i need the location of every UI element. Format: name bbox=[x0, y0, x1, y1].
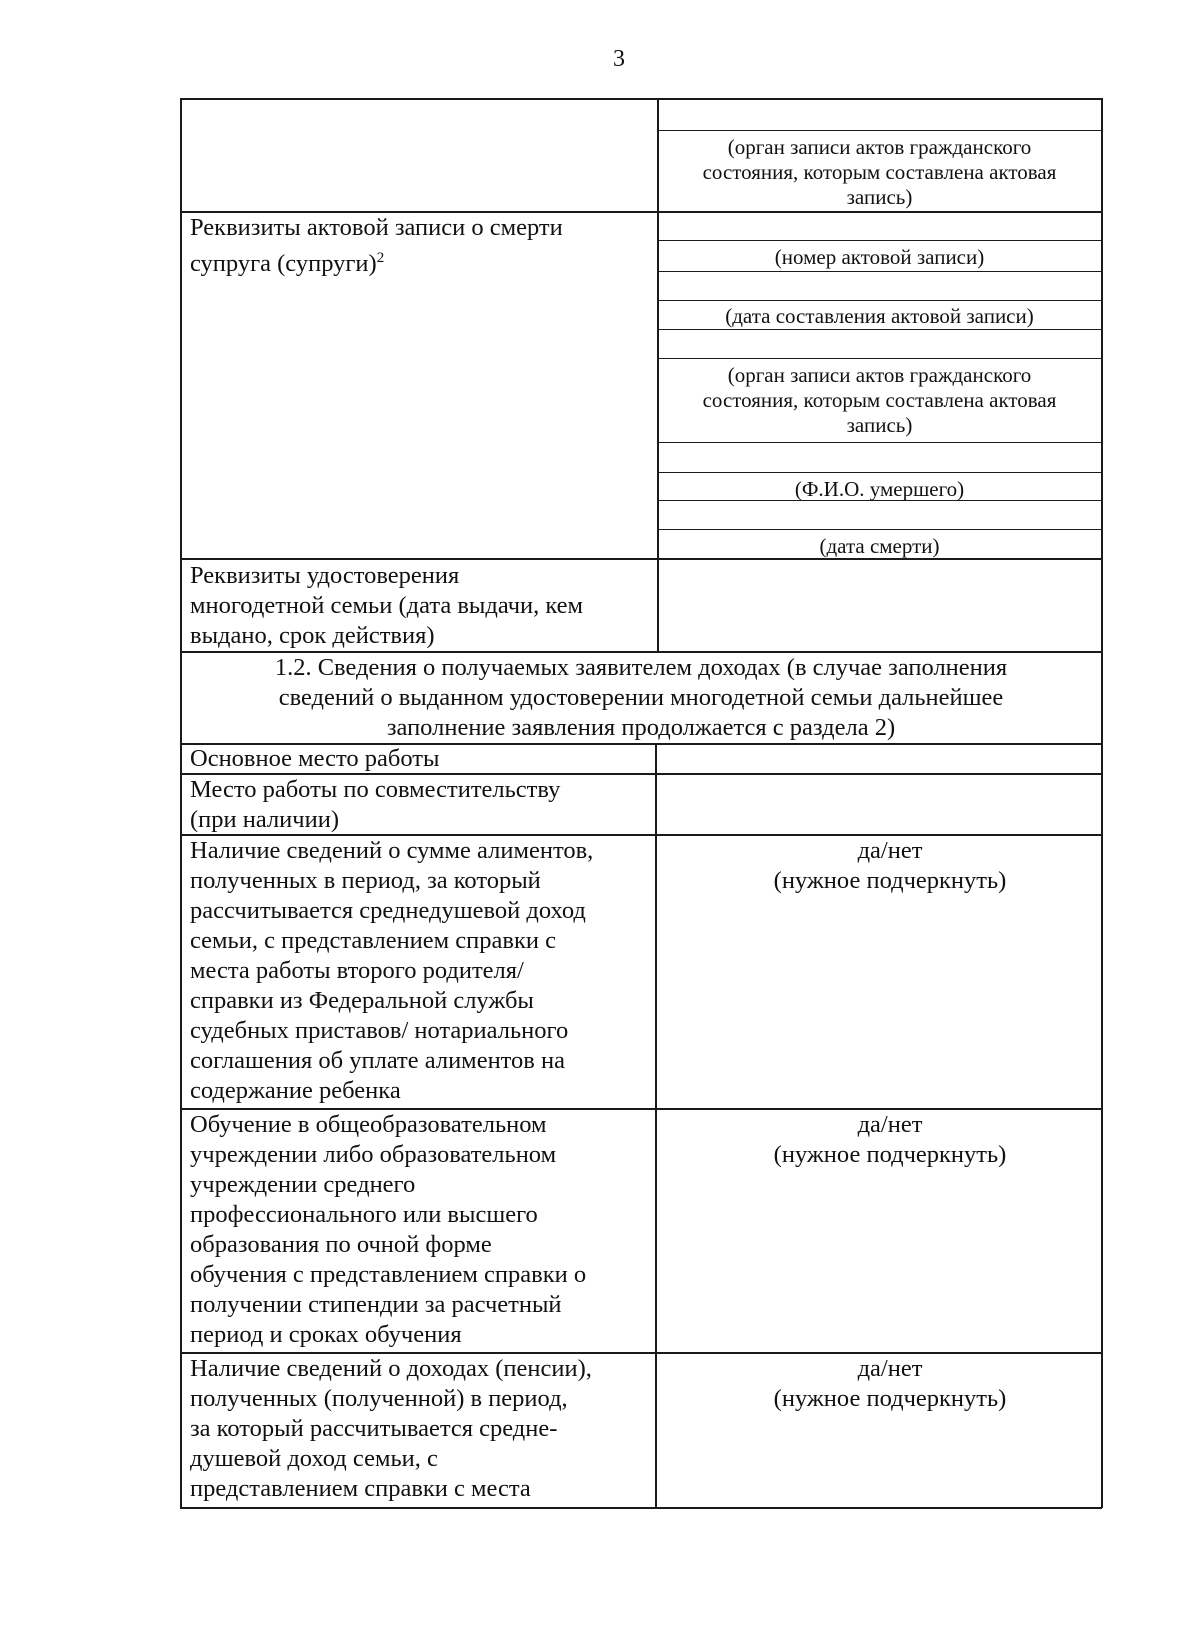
field-line bbox=[657, 329, 1102, 330]
section-1-2-heading: 1.2. Сведения о получаемых заявителем доходах (в случае заполнения сведений о выданном удостоверении многодетной семьи дальнейшее заполнение заявления продолжается с раздела 2) bbox=[274, 654, 1008, 741]
record-number-caption: (номер актовой записи) bbox=[774, 245, 985, 269]
table-border-top bbox=[180, 98, 1102, 100]
record-date-caption: (дата составления актовой записи) bbox=[725, 304, 1034, 328]
field-line bbox=[657, 240, 1102, 241]
main-job-label: Основное место работы bbox=[190, 745, 440, 772]
yes-no-option[interactable]: да/нет bbox=[857, 1355, 923, 1382]
yes-no-option[interactable]: да/нет bbox=[857, 837, 923, 864]
alimony-answer bbox=[660, 836, 1120, 896]
table-border-left bbox=[180, 98, 182, 1508]
underline-hint: (нужное подчеркнуть) bbox=[773, 867, 1007, 894]
registry-body-caption: (орган записи актов гражданского состояния, которым составлена актовая запись) bbox=[702, 135, 1057, 209]
field-line bbox=[657, 529, 1102, 530]
large-family-certificate-label: Реквизиты удостоверения многодетной семьи (дата выдачи, кем выдано, срок действия) bbox=[190, 562, 584, 649]
page-number: 3 bbox=[613, 46, 625, 72]
field-line bbox=[657, 442, 1102, 443]
alimony-label: Наличие сведений о сумме алиментов, полученных в период, за который рассчитывается среднедушевой доход семьи, с представлением справки с места работы второго родителя/ справки из Федеральной службы судебных приставов/ нотариального соглашения об уплате алиментов на содержание ребенка bbox=[190, 837, 594, 1104]
field-line bbox=[657, 358, 1102, 359]
column-divider-bottom bbox=[655, 743, 657, 1508]
yes-no-option[interactable]: да/нет bbox=[857, 1111, 923, 1138]
pension-income-answer bbox=[660, 1354, 1120, 1414]
death-date-caption: (дата смерти) bbox=[819, 534, 940, 558]
underline-hint: (нужное подчеркнуть) bbox=[773, 1385, 1007, 1412]
education-label: Обучение в общеобразовательном учреждении либо образовательном учреждении среднего профессионального или высшего образования по очной форме обучения с представлением справки о получении стипендии за расчетный период и сроках обучения bbox=[190, 1111, 587, 1348]
field-line bbox=[657, 271, 1102, 272]
pension-income-label: Наличие сведений о доходах (пенсии), полученных (полученной) в период, за который рассчитывается средне- душевой доход семьи, с представлением справки с места bbox=[190, 1355, 592, 1502]
field-line bbox=[657, 472, 1102, 473]
table-border-bottom bbox=[180, 1507, 1102, 1509]
field-line bbox=[657, 300, 1102, 301]
underline-hint: (нужное подчеркнуть) bbox=[773, 1141, 1007, 1168]
footnote-marker: 2 bbox=[376, 250, 385, 266]
death-record-label: Реквизиты актовой записи о смерти супруга (супруги)$^2$ bbox=[190, 214, 563, 278]
deceased-name-caption: (Ф.И.О. умершего) bbox=[794, 477, 965, 501]
registry-body-caption: (орган записи актов гражданского состояния, которым составлена актовая запись) bbox=[702, 363, 1057, 437]
field-line bbox=[657, 130, 1102, 131]
education-answer bbox=[660, 1110, 1120, 1170]
part-time-job-label: Место работы по совместительству (при наличии) bbox=[190, 776, 561, 833]
